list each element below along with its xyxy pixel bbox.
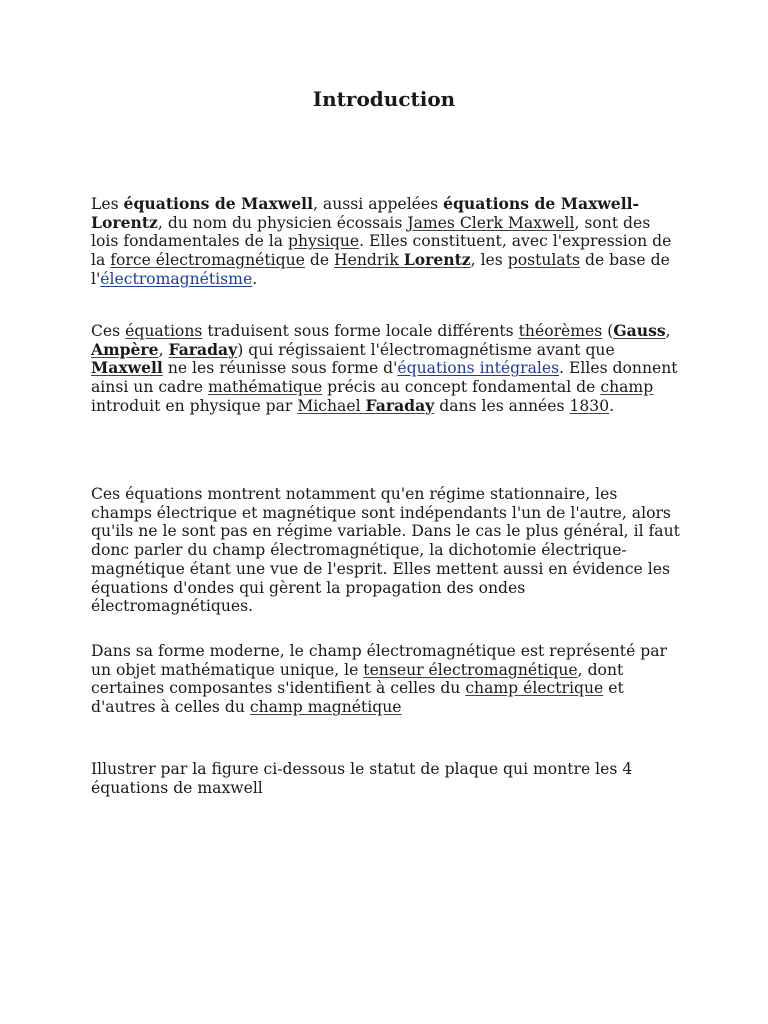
text: , aussi appelées: [313, 195, 444, 213]
text: .: [609, 396, 615, 415]
link-force-electromagnetique[interactable]: force électromagnétique: [110, 251, 305, 270]
text: Les: [91, 195, 124, 213]
paragraph-equations-theoremes: [91, 322, 681, 416]
text: , sont des lois fondamentales de la: [91, 213, 651, 251]
link-postulats[interactable]: postulats: [507, 251, 580, 270]
link-mathematique[interactable]: mathématique: [207, 378, 323, 397]
link-tenseur-electromagnetique[interactable]: tenseur électromagnétique: [363, 660, 578, 679]
text: , dont certaines composantes s'identifient à celles du: [91, 660, 624, 698]
link-physique[interactable]: physique: [288, 232, 360, 251]
text: de base de l': [91, 251, 670, 288]
paragraph-maxwell-equations: [91, 195, 681, 289]
link-champ[interactable]: champ: [600, 378, 654, 397]
link-equations[interactable]: équations: [125, 322, 203, 340]
text: .: [252, 269, 258, 288]
text: traduisent sous forme locale différents: [202, 322, 519, 340]
text: . Elles constituent, avec l'expression de la: [91, 232, 672, 270]
link-faraday[interactable]: Faraday: [168, 339, 238, 359]
link-champ-magnetique[interactable]: champ magnétique: [249, 698, 402, 717]
text: Dans sa forme moderne, le champ électromagnétique est représenté par un objet mathématique unique, le: [91, 642, 667, 679]
link-1830[interactable]: 1830: [569, 396, 610, 415]
link-champ-electrique[interactable]: champ électrique: [465, 679, 604, 698]
page-title: Introduction: [312, 87, 456, 111]
text: dans les années: [434, 396, 570, 415]
text: . Elles donnent ainsi un cadre: [91, 359, 678, 397]
link-michael-faraday[interactable]: [297, 397, 434, 415]
text: Ces: [91, 322, 126, 340]
text: de: [304, 251, 335, 270]
paragraph-regime-stationnaire: Ces équations montrent notamment qu'en régime stationnaire, les champs électrique et magnétique sont indépendants l'un de l'autre, alors qu'ils ne le sont pas en régime variable. Dans le cas le plus général, il faut donc parler du champ électromagnétique, la dichotomie électrique-magnétique étant une vue de l'esprit. Elles mettent aussi en évidence les équations d'ondes qui gèrent la propagation des ondes électromagnétiques.: [91, 485, 680, 616]
bold-term: équations de Maxwell-Lorentz: [91, 194, 640, 232]
link-ampere[interactable]: Ampère: [91, 339, 159, 359]
link-maxwell[interactable]: Maxwell: [91, 358, 163, 378]
link-text-bold: Faraday: [365, 395, 435, 415]
link-theoremes[interactable]: théorèmes: [518, 322, 603, 340]
text: ne les réunisse sous forme d': [162, 359, 398, 378]
text: , les: [470, 251, 508, 270]
link-text: Hendrik: [334, 251, 404, 270]
text: ,: [665, 322, 671, 340]
paragraph-forme-moderne: [91, 642, 681, 717]
text: précis au concept fondamental de: [322, 378, 601, 397]
link-text: Michael: [297, 396, 366, 415]
text: (: [602, 322, 614, 340]
link-james-clerk-maxwell[interactable]: James Clerk Maxwell: [407, 213, 575, 232]
paragraph-illustrer: Illustrer par la figure ci-dessous le statut de plaque qui montre les 4 équations de maxwell: [91, 760, 633, 797]
text: , du nom du physicien écossais: [157, 213, 408, 232]
text: et d'autres à celles du: [91, 679, 624, 717]
text: introduit en physique par: [91, 396, 298, 415]
link-gauss[interactable]: Gauss: [613, 321, 666, 340]
text: ,: [158, 340, 169, 359]
bold-term: équations de Maxwell: [123, 194, 313, 213]
link-text-bold: Lorentz: [403, 250, 471, 270]
text: ) qui régissaient l'électromagnétisme avant que: [237, 340, 615, 359]
link-hendrik-lorentz[interactable]: [334, 251, 471, 269]
link-equations-integrales[interactable]: équations intégrales: [397, 359, 560, 378]
link-electromagnetisme[interactable]: électromagnétisme: [100, 269, 253, 288]
